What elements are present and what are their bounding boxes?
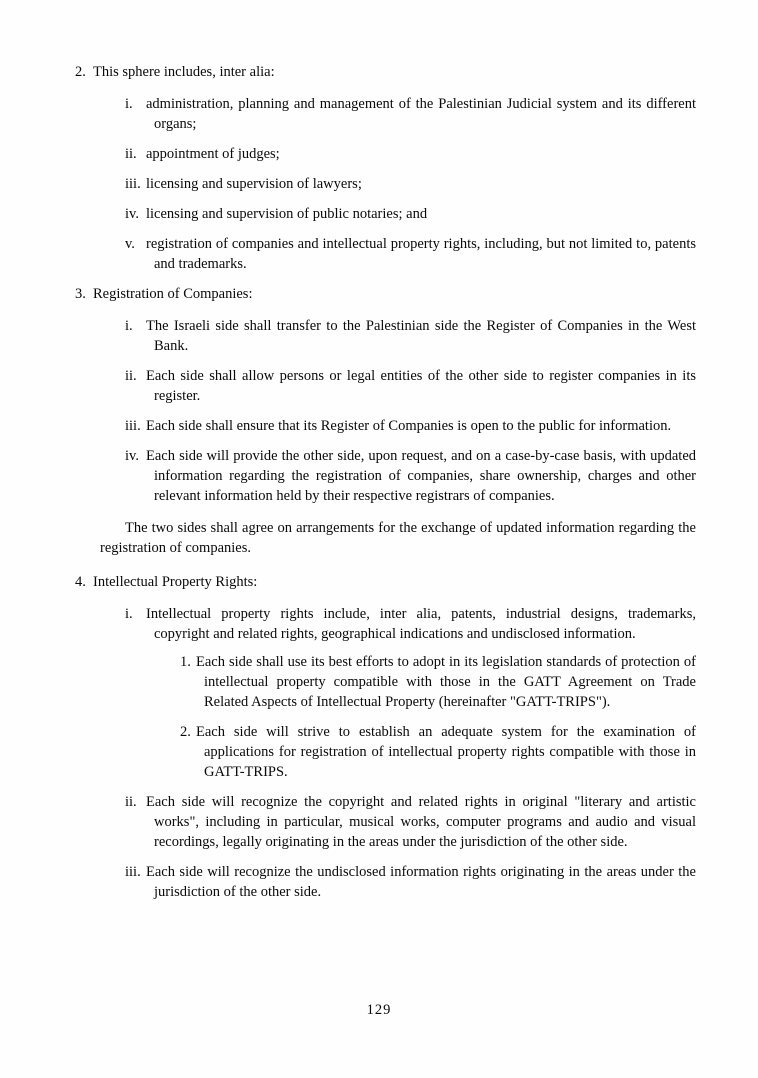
list-item xyxy=(125,862,696,902)
section-number: 2. xyxy=(75,64,86,80)
section-title: This sphere includes, inter alia: xyxy=(93,64,275,80)
section-title: Registration of Companies: xyxy=(93,286,253,302)
list-item xyxy=(125,416,696,436)
roman-list xyxy=(125,94,696,274)
list-item-text: Each side will provide the other side, upon request, and on a case-by-case basis, with updated information regarding the registration of companies, share ownership, charges and other relevant information held by their respective registrars of companies. xyxy=(146,448,696,504)
sublist-item xyxy=(180,722,696,782)
list-item xyxy=(125,144,696,164)
section-4 xyxy=(75,572,696,902)
closing-paragraph: The two sides shall agree on arrangements for the exchange of updated information regarding the registration of companies. xyxy=(100,520,696,556)
list-marker: i. xyxy=(125,318,133,334)
sublist-item-text: Each side shall use its best efforts to adopt in its legislation standards of protection of intellectual property compatible with those in the GATT Agreement on Trade Related Aspects of Intellectual Property (hereinafter "GATT-TRIPS"). xyxy=(196,654,696,710)
list-item-text: licensing and supervision of public notaries; and xyxy=(146,206,428,222)
section-number: 3. xyxy=(75,286,86,302)
list-item-text: The Israeli side shall transfer to the Palestinian side the Register of Companies in the West Bank. xyxy=(146,318,696,354)
list-item xyxy=(125,204,696,224)
list-marker: ii. xyxy=(125,368,137,384)
list-item xyxy=(125,94,696,134)
list-item xyxy=(125,446,696,506)
section-heading xyxy=(75,284,696,304)
sublist-item-text: Each side will strive to establish an adequate system for the examination of applications for registration of intellectual property rights compatible with those in GATT-TRIPS. xyxy=(196,724,696,780)
list-item xyxy=(125,316,696,356)
list-item xyxy=(125,792,696,852)
list-marker: ii. xyxy=(125,146,137,162)
list-item xyxy=(125,234,696,274)
list-item-text: registration of companies and intellectual property rights, including, but not limited to, patents and trademarks. xyxy=(146,236,696,272)
list-item-text: licensing and supervision of lawyers; xyxy=(146,176,362,192)
section-heading xyxy=(75,572,696,592)
list-item-text: Each side shall allow persons or legal entities of the other side to register companies in its register. xyxy=(146,368,696,404)
sublist-marker: 2. xyxy=(180,724,191,740)
numbered-sublist xyxy=(180,652,696,782)
sublist-item xyxy=(180,652,696,712)
list-item-text: Each side will recognize the undisclosed information rights originating in the areas under the jurisdiction of the other side. xyxy=(146,864,696,900)
list-item-text: Intellectual property rights include, inter alia, patents, industrial designs, trademarks, copyright and related rights, geographical indications and undisclosed information. xyxy=(146,606,696,642)
list-marker: iv. xyxy=(125,206,139,222)
section-2 xyxy=(75,62,696,274)
list-marker: ii. xyxy=(125,794,137,810)
list-marker: iv. xyxy=(125,448,139,464)
section-3 xyxy=(75,284,696,558)
list-marker: v. xyxy=(125,236,135,252)
list-item-text: appointment of judges; xyxy=(146,146,280,162)
sublist-marker: 1. xyxy=(180,654,191,670)
list-item xyxy=(125,604,696,782)
section-number: 4. xyxy=(75,574,86,590)
list-item xyxy=(125,174,696,194)
section-title: Intellectual Property Rights: xyxy=(93,574,258,590)
list-marker: i. xyxy=(125,96,133,112)
list-marker: iii. xyxy=(125,864,141,880)
list-item-text: Each side shall ensure that its Register of Companies is open to the public for information. xyxy=(146,418,672,434)
page-number: 129 xyxy=(366,1002,392,1018)
list-marker: iii. xyxy=(125,176,141,192)
list-marker: iii. xyxy=(125,418,141,434)
roman-list xyxy=(125,604,696,902)
section-heading xyxy=(75,62,696,82)
list-item-text: Each side will recognize the copyright and related rights in original "literary and artistic works", including in particular, musical works, computer programs and audio and visual recordings, legally originating in the areas under the jurisdiction of the other side. xyxy=(146,794,696,850)
list-marker: i. xyxy=(125,606,133,622)
roman-list xyxy=(125,316,696,506)
list-item-text: administration, planning and management of the Palestinian Judicial system and its different organs; xyxy=(146,96,696,132)
list-item xyxy=(125,366,696,406)
